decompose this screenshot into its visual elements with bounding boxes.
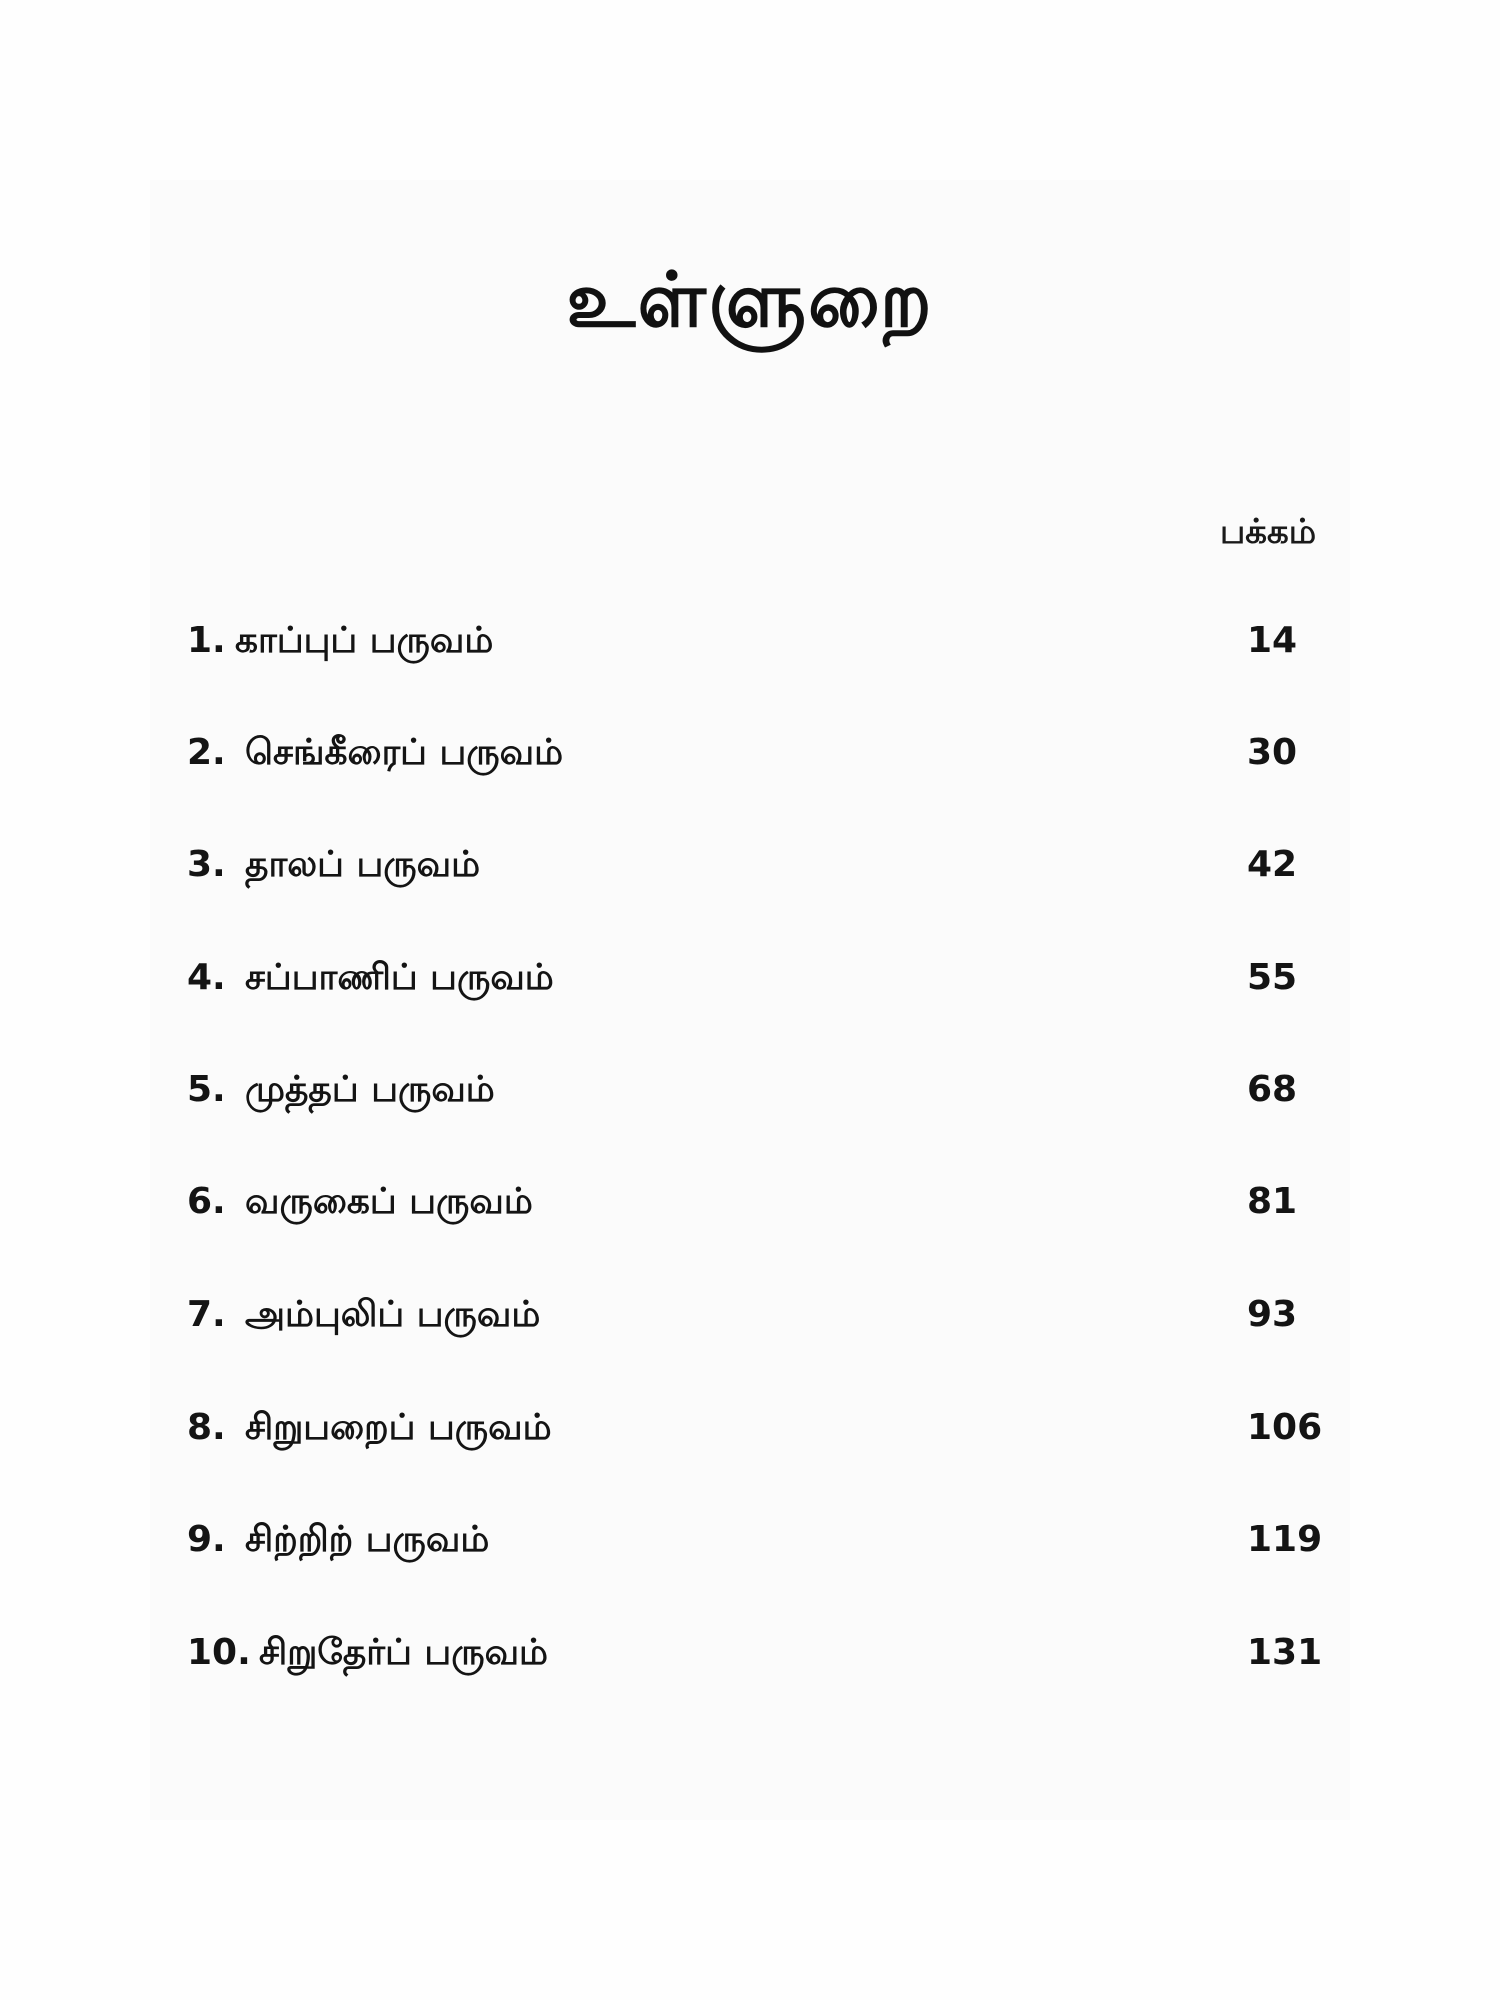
toc-number: 6.: [187, 1181, 226, 1222]
toc-title: சிற்றிற் பருவம்: [245, 1519, 490, 1560]
toc-page-number: 42: [1247, 844, 1298, 885]
toc-page-number: 131: [1247, 1632, 1323, 1673]
toc-row-6: [187, 1181, 1327, 1241]
toc-page-number: 81: [1247, 1181, 1298, 1222]
toc-number: 4.: [187, 957, 226, 998]
toc-title: வருகைப் பருவம்: [245, 1181, 533, 1222]
toc-title: முத்தப் பருவம்: [245, 1069, 495, 1110]
toc-page-number: 14: [1247, 620, 1298, 661]
toc-title: தாலப் பருவம்: [245, 844, 481, 885]
toc-row-8: [187, 1407, 1327, 1467]
toc-row-7: [187, 1294, 1327, 1354]
toc-page-number: 93: [1247, 1294, 1298, 1335]
toc-row-3: [187, 844, 1327, 904]
toc-title: சப்பாணிப் பருவம்: [245, 957, 554, 998]
toc-page-number: 119: [1247, 1519, 1323, 1560]
toc-number: 9.: [187, 1519, 226, 1560]
toc-title: காப்புப் பருவம்: [235, 620, 494, 661]
toc-title: சிறுதேர்ப் பருவம்: [259, 1632, 549, 1673]
toc-number: 1.: [187, 620, 226, 661]
toc-number: 10.: [187, 1632, 251, 1673]
toc-title: சிறுபறைப் பருவம்: [245, 1407, 552, 1448]
toc-title: அம்புலிப் பருவம்: [245, 1294, 541, 1335]
toc-number: 2.: [187, 732, 226, 773]
toc-page-number: 30: [1247, 732, 1298, 773]
toc-row-1: [187, 620, 1327, 680]
toc-number: 3.: [187, 844, 226, 885]
toc-number: 7.: [187, 1294, 226, 1335]
toc-row-10: [187, 1632, 1327, 1692]
page-title: உள்ளுறை: [566, 255, 934, 344]
toc-number: 5.: [187, 1069, 226, 1110]
toc-row-4: [187, 957, 1327, 1017]
toc-page-number: 55: [1247, 957, 1298, 998]
toc-number: 8.: [187, 1407, 226, 1448]
toc-title: செங்கீரைப் பருவம்: [245, 732, 564, 773]
toc-page-number: 106: [1247, 1407, 1323, 1448]
toc-row-2: [187, 732, 1327, 792]
toc-page-number: 68: [1247, 1069, 1298, 1110]
toc-row-5: [187, 1069, 1327, 1129]
toc-row-9: [187, 1519, 1327, 1579]
page-column-label: பக்கம்: [1220, 512, 1317, 552]
